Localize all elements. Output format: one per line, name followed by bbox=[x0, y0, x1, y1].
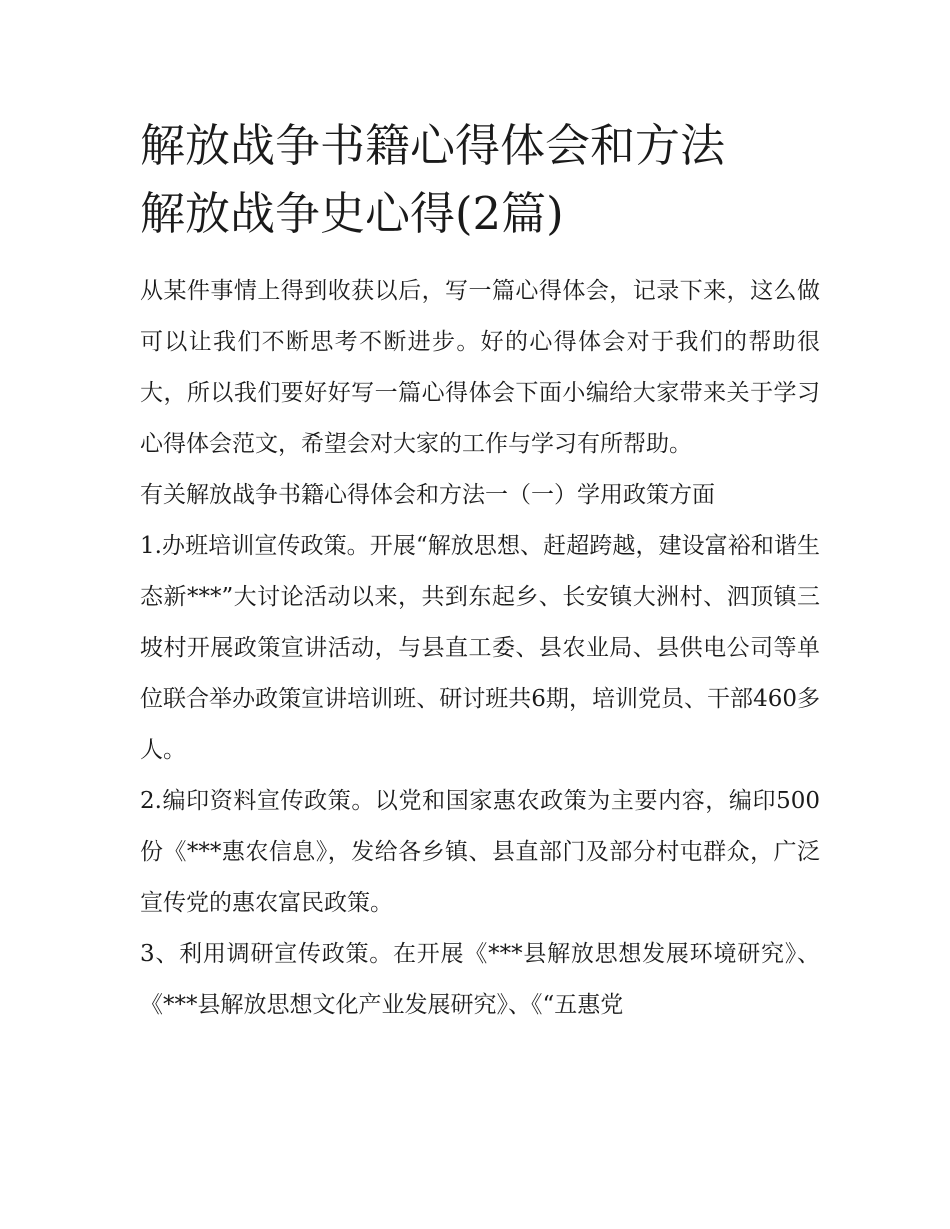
document-page bbox=[140, 112, 820, 1031]
section-heading-text: 有关解放战争书籍心得体会和方法一（一）学用政策方面 bbox=[140, 482, 715, 508]
item-1-paragraph: 1.办班培训宣传政策。开展“解放思想、赶超跨越，建设富裕和谐生态新***”大讨论活动以来，共到东起乡、长安镇大洲村、泗顶镇三坡村开展政策宣讲活动，与县直工委、县农业局、县供电公司等单位联合举办政策宣讲培训班、研讨班共6期，培训党员、干部460多人。 bbox=[140, 533, 820, 763]
item-3-paragraph: 3、利用调研宣传政策。在开展《***县解放思想发展环境研究》、《***县解放思想文化产业发展研究》、《“五惠党 bbox=[140, 941, 820, 1018]
title-line-2: 解放战争史心得(2篇) bbox=[140, 187, 564, 240]
section-heading bbox=[140, 470, 820, 521]
document-body bbox=[140, 266, 820, 1031]
item-2-paragraph: 2.编印资料宣传政策。以党和国家惠农政策为主要内容，编印500份《***惠农信息》，发给各乡镇、县直部门及部分村屯群众，广泛宣传党的惠农富民政策。 bbox=[140, 788, 820, 916]
title-line-1: 解放战争书籍心得体会和方法 bbox=[140, 119, 726, 172]
intro-paragraph: 从某件事情上得到收获以后，写一篇心得体会，记录下来，这么做可以让我们不断思考不断进步。好的心得体会对于我们的帮助很大，所以我们要好好写一篇心得体会下面小编给大家带来关于学习心得体会范文，希望会对大家的工作与学习有所帮助。 bbox=[140, 278, 820, 457]
document-title bbox=[140, 112, 820, 248]
